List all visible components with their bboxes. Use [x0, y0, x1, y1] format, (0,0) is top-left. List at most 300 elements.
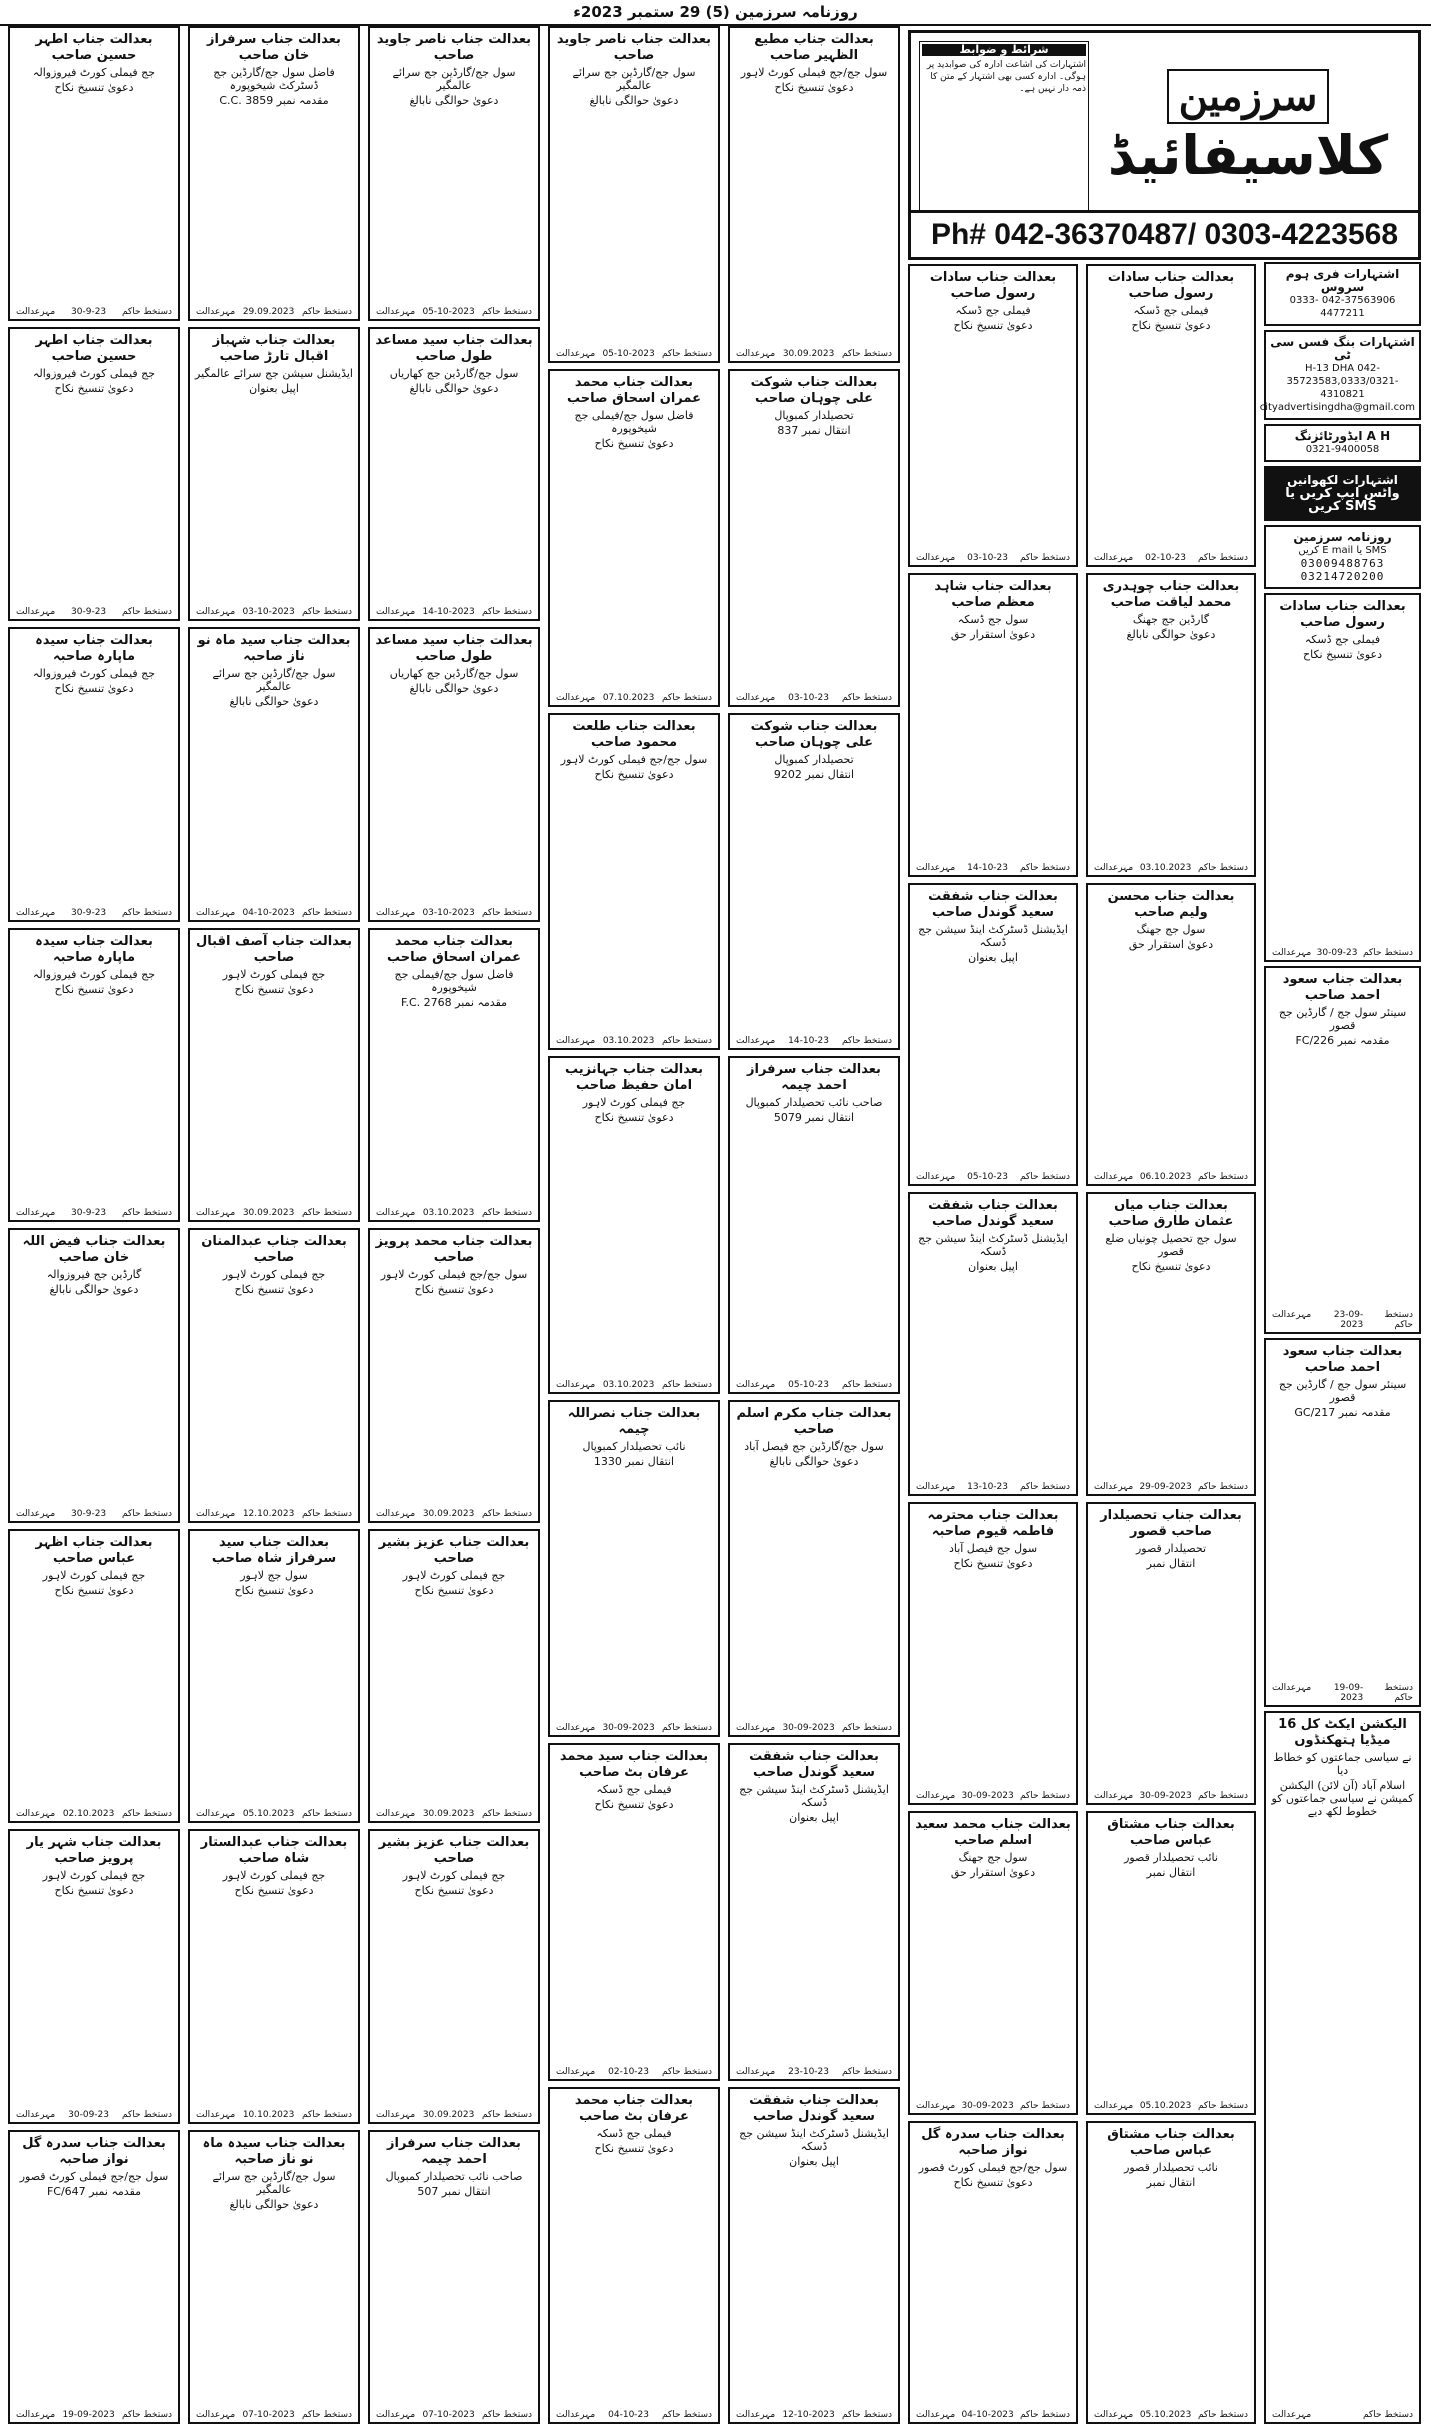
notice-footer: [916, 1791, 1070, 1801]
notice-sign: دستخط حاکم: [121, 907, 172, 918]
notice-sign: دستخط حاکم: [1019, 1481, 1070, 1492]
court-notice: [728, 1743, 900, 2080]
phone-numbers: Ph# 042-36370487/ 0303-4223568: [911, 210, 1418, 257]
notice-title: بعدالت جناب شفقت سعید گوندل صاحب: [749, 1749, 879, 1781]
notice-sign: دستخط حاکم: [1384, 1310, 1413, 1331]
notice-body: [375, 1599, 533, 1612]
notice-title: بعدالت جناب تحصیلدار صاحب قصور: [1100, 1507, 1242, 1539]
notice-sign: دستخط حاکم: [301, 1809, 352, 1819]
notice-title: بعدالت جناب اطہر حسین صاحب: [35, 32, 153, 63]
notice-court: تحصیلدار کمبوپال: [774, 409, 854, 423]
notice-footer: [556, 1036, 712, 1046]
notice-seal: مہرعدالت: [196, 2410, 236, 2420]
classified-header: [908, 30, 1421, 260]
notice-sign: دستخط حاکم: [1197, 2409, 1248, 2420]
notice-body: [915, 966, 1071, 979]
court-notice: [1264, 593, 1421, 962]
court-notice: [728, 2087, 900, 2424]
notice-footer: [16, 2410, 172, 2420]
notice-title: بعدالت جناب عزیز بشیر صاحب: [378, 1534, 530, 1566]
notice-subject: انتقال نمبر 507: [417, 2184, 491, 2198]
sidebar-ad-title: روزنامہ سرزمین: [1293, 530, 1392, 544]
notice-footer: [916, 2101, 1070, 2111]
notice-sign: دستخط حاکم: [841, 2409, 892, 2420]
notice-date: 05-10-23: [967, 1172, 1009, 1183]
notice-title: بعدالت جناب شفقت سعید گوندل صاحب: [928, 1198, 1058, 1230]
notice-title: بعدالت جناب سیدہ ماپارہ صاحبہ: [35, 633, 153, 664]
notice-subject: دعویٰ حوالگی نابالغ: [49, 1283, 139, 1296]
notice-sign: دستخط حاکم: [481, 2109, 532, 2120]
sidebar-ad-title: اشتہارات فری ہوم سروس: [1285, 267, 1400, 294]
notice-sign: دستخط حاکم: [481, 1208, 532, 1218]
notice-date: 30-09-2023: [961, 2100, 1014, 2111]
notice-date: 29.09.2023: [242, 306, 295, 317]
notice-seal: مہرعدالت: [376, 1508, 416, 1519]
notice-sign: دستخط حاکم: [301, 1508, 352, 1519]
notice-seal: مہرعدالت: [196, 1809, 236, 1819]
notice-body: [735, 96, 893, 109]
notice-title: بعدالت جناب شفقت سعید گوندل صاحب: [928, 888, 1058, 920]
notice-sign: دستخط حاکم: [841, 1036, 892, 1047]
notice-date: 05-10-2023: [422, 306, 475, 317]
notice-title: بعدالت جناب عبدالستار شاہ صاحب: [200, 1835, 348, 1866]
notice-court: سول جج/گارڈین جج سرائے عالمگیر: [212, 667, 336, 693]
notice-footer: [916, 863, 1070, 873]
notice-subject: مقدمہ نمبر F.C. 2768: [400, 995, 508, 1009]
notice-seal: مہرعدالت: [916, 2100, 956, 2111]
notice-court: سول جج/گارڈین جج کھاریاں: [389, 366, 519, 380]
notice-title: بعدالت جناب سادات رسول صاحب: [929, 270, 1057, 301]
notice-title: بعدالت جناب مطیع الظہیر صاحب: [754, 32, 874, 63]
notice-title: بعدالت جناب محترمہ فاطمہ قیوم صاحبہ: [927, 1507, 1059, 1539]
notice-court: سول جج جھنگ: [1136, 922, 1206, 936]
notice-title: بعدالت جناب سیدہ ماپارہ صاحبہ: [35, 933, 153, 965]
notice-body: [15, 96, 173, 109]
notice-seal: مہرعدالت: [376, 1208, 416, 1218]
notice-footer: [376, 908, 532, 918]
notice-body: [915, 334, 1071, 347]
notice-date: 30-09-2023: [602, 1723, 655, 1734]
notice-sign: دستخط حاکم: [661, 692, 712, 703]
notice-column: [1086, 264, 1256, 2424]
notice-body: [375, 109, 533, 122]
court-notice: [368, 1829, 540, 2124]
notice-sign: دستخط حاکم: [1362, 947, 1413, 958]
notice-title: بعدالت جناب شوکت علی چوہان صاحب: [750, 718, 878, 750]
court-notice: [548, 2087, 720, 2424]
classified-title: کلاسیفائیڈ: [1107, 124, 1389, 187]
notice-date: 03-10-23: [967, 553, 1009, 564]
notice-body: [735, 1470, 893, 1483]
notice-seal: مہرعدالت: [1094, 553, 1134, 564]
notice-sign: دستخط حاکم: [1197, 553, 1248, 564]
notice-footer: [916, 553, 1070, 563]
sidebar-ad: [1264, 525, 1421, 589]
notice-title: بعدالت جناب مشتاق عباس صاحب: [1107, 2126, 1235, 2158]
notice-court: جج فیملی کورٹ لاہور: [222, 967, 326, 981]
notice-date: 23-09-2023: [1333, 1310, 1364, 1331]
notice-body: [1093, 1572, 1249, 1585]
notice-seal: مہرعدالت: [556, 2066, 596, 2077]
notice-subject: انتقال نمبر 1330: [593, 1454, 675, 1468]
notice-body: [1093, 2191, 1249, 2204]
court-notice: [548, 713, 720, 1050]
notice-seal: مہرعدالت: [1094, 2100, 1134, 2111]
notice-court: جج فیملی کورٹ فیروزوالہ: [32, 66, 156, 79]
notice-subject: دعویٰ استقرار حق: [950, 1866, 1036, 1880]
notice-date: 13-10-23: [967, 1481, 1009, 1492]
notice-footer: [16, 307, 172, 317]
notice-date: 30.09.2023: [422, 1809, 475, 1819]
notice-footer: [736, 1380, 892, 1390]
notice-title: بعدالت جناب سید مساعد طول صاحب: [375, 332, 533, 364]
notice-subject: انتقال نمبر: [1146, 1556, 1196, 1570]
notice-sign: دستخط حاکم: [1019, 862, 1070, 873]
notice-date: 04-10-23: [608, 2409, 650, 2420]
notice-date: 29-09-2023: [1139, 1481, 1192, 1492]
notice-footer: [16, 908, 172, 918]
notice-sign: دستخط حاکم: [841, 1379, 892, 1390]
notice-footer: [1272, 1683, 1413, 1703]
notice-date: 02-10-23: [608, 2066, 650, 2077]
court-notice: [908, 1502, 1078, 1805]
notice-footer: [1272, 1310, 1413, 1330]
notice-court: فاضل سول جج/فیملی جج شیخوپورہ: [574, 409, 694, 436]
notice-seal: مہرعدالت: [16, 1508, 56, 1519]
notice-body: [1093, 953, 1249, 966]
notice-court: نائب تحصیلدار قصور: [1124, 1851, 1218, 1865]
court-notice: [188, 928, 360, 1223]
notice-footer: [1094, 1172, 1248, 1182]
notice-sign: دستخط حاکم: [121, 2109, 172, 2120]
notice-sign: دستخط حاکم: [481, 1809, 532, 1819]
notice-court: جج فیملی کورٹ لاہور: [402, 1869, 506, 1882]
notice-sign: دستخط حاکم: [661, 2066, 712, 2077]
notice-body: [915, 2191, 1071, 2204]
notice-court: سینئر سول جج / گارڈین جج قصور: [1278, 1005, 1407, 1032]
notice-seal: مہرعدالت: [916, 553, 956, 564]
notice-subject: انتقال نمبر 5079: [773, 1111, 855, 1125]
court-notice: [8, 2130, 180, 2425]
court-notice: [188, 327, 360, 622]
notice-subject: دعویٰ تنسیخ نکاح: [234, 982, 314, 996]
notice-seal: مہرعدالت: [196, 907, 236, 918]
notice-footer: [556, 693, 712, 703]
notice-subject: انتقال نمبر 837: [777, 424, 851, 438]
notice-subject: دعویٰ حوالگی نابالغ: [409, 682, 499, 695]
notice-seal: مہرعدالت: [16, 306, 56, 317]
notice-court: سول جج/گارڈین جج سرائے عالمگیر: [392, 66, 516, 92]
notice-seal: مہرعدالت: [916, 1481, 956, 1492]
notice-date: 30-9-23: [71, 1508, 107, 1519]
notice-body: [555, 783, 713, 796]
notice-footer: [736, 1723, 892, 1733]
notice-title: بعدالت جناب سدرہ گل نواز صاحبہ: [22, 2135, 166, 2167]
court-notice: [908, 883, 1078, 1186]
notice-seal: مہرعدالت: [1094, 1791, 1134, 1802]
court-notice: [548, 369, 720, 706]
notice-column: [188, 26, 360, 2424]
court-notice: [728, 26, 900, 363]
notice-title: بعدالت جناب ناصر جاوید صاحب: [556, 32, 712, 63]
notice-sign: دستخط حاکم: [1019, 2100, 1070, 2111]
court-notice: [908, 264, 1078, 567]
notice-seal: مہرعدالت: [376, 2109, 416, 2120]
notice-body: [555, 1813, 713, 1826]
notice-subject: دعویٰ تنسیخ نکاح: [234, 1283, 314, 1296]
notice-subject: انتقال نمبر 9202: [773, 767, 855, 781]
notice-title: بعدالت جناب سید محمد عرفان بٹ صاحب: [559, 1749, 709, 1781]
notice-seal: مہرعدالت: [196, 306, 236, 317]
notice-date: 07-10-2023: [242, 2410, 295, 2420]
notice-seal: مہرعدالت: [16, 1809, 56, 1819]
notice-body: [195, 109, 353, 122]
notice-sign: دستخط حاکم: [1362, 2409, 1413, 2420]
notice-title: بعدالت جناب محمد عرفان بٹ صاحب: [574, 2092, 694, 2124]
notice-column: [8, 26, 180, 2424]
notice-sign: دستخط حاکم: [121, 1508, 172, 1519]
court-notice: [188, 1228, 360, 1523]
notice-footer: [196, 1809, 352, 1819]
date-line-text: روزنامہ سرزمین (5) 29 ستمبر 2023ء: [573, 3, 858, 21]
notice-court: جج فیملی کورٹ فیروزوالہ: [32, 967, 156, 981]
notice-seal: مہرعدالت: [916, 2409, 956, 2420]
notice-subject: دعویٰ تنسیخ نکاح: [594, 767, 674, 781]
court-notice: [548, 1743, 720, 2080]
notice-title: بعدالت جناب محمد پرویز صاحب: [375, 1234, 533, 1265]
notice-subject: دعویٰ تنسیخ نکاح: [54, 1884, 134, 1897]
notice-subject: دعویٰ حوالگی نابالغ: [589, 94, 679, 107]
notice-title: بعدالت جناب مکرم اسلم صاحب: [736, 1405, 892, 1437]
notice-body: [375, 1011, 533, 1024]
notice-footer: [196, 908, 352, 918]
notice-court: سول جج/گارڈین جج فیصل آباد: [744, 1439, 884, 1453]
court-notice: [368, 26, 540, 321]
notice-subject: دعویٰ حوالگی نابالغ: [409, 381, 499, 395]
notice-sign: دستخط حاکم: [301, 607, 352, 617]
notice-seal: مہرعدالت: [736, 692, 776, 703]
notice-body: [555, 452, 713, 465]
notice-date: 02-10-23: [1145, 553, 1187, 564]
notice-subject: دعویٰ تنسیخ نکاح: [54, 982, 134, 996]
notice-title: بعدالت جناب عبدالمنان صاحب: [201, 1234, 347, 1265]
notice-date: 30-9-23: [71, 306, 107, 317]
notice-court: صاحب نائب تحصیلدار کمبوپال: [745, 1096, 883, 1110]
notice-date: 30-9-23: [71, 1208, 107, 1218]
notice-subject: مقدمہ نمبر 226/FC: [1295, 1033, 1390, 1047]
notice-body: [555, 109, 713, 122]
notice-footer: [196, 607, 352, 617]
notice-sign: دستخط حاکم: [301, 907, 352, 918]
notice-subject: دعویٰ تنسیخ نکاح: [54, 381, 134, 395]
sidebar-ad: [1264, 262, 1421, 326]
notice-subject: دعویٰ تنسیخ نکاح: [594, 1798, 674, 1812]
notice-date: 30-9-23: [71, 607, 107, 617]
notice-sign: دستخط حاکم: [301, 2410, 352, 2420]
notice-footer: [376, 1809, 532, 1819]
notice-date: 03.10.2023: [602, 1379, 655, 1390]
notice-subject: دعویٰ حوالگی نابالغ: [1126, 628, 1216, 642]
notice-title: بعدالت جناب سادات رسول صاحب: [1279, 599, 1406, 630]
court-notice: [908, 1811, 1078, 2114]
notice-footer: [196, 1208, 352, 1218]
notice-date: 19-09-2023: [1333, 1682, 1364, 1703]
notice-sign: دستخط حاکم: [121, 306, 172, 317]
notice-sign: دستخط حاکم: [1197, 2100, 1248, 2111]
notice-sign: دستخط حاکم: [1019, 1791, 1070, 1802]
terms-text: اشتہارات کی اشاعت ادارہ کی صوابدید پر ہوگی۔ ادارہ کسی بھی اشتہار کے متن کا ذمہ دار نہیں ہے۔: [926, 60, 1086, 94]
notice-footer: [1094, 2101, 1248, 2111]
notice-seal: مہرعدالت: [736, 1036, 776, 1047]
notice-body: [1271, 1820, 1414, 1833]
notice-date: 03-10-2023: [422, 907, 475, 918]
notice-body: [735, 1826, 893, 1839]
court-notice: [908, 1192, 1078, 1495]
notice-body: [375, 397, 533, 410]
notice-seal: مہرعدالت: [376, 607, 416, 617]
notice-body: [1093, 334, 1249, 347]
notice-body: [375, 2200, 533, 2213]
notice-sign: دستخط حاکم: [661, 1723, 712, 1734]
notice-subject: دعویٰ تنسیخ نکاح: [953, 319, 1033, 332]
notice-body: [915, 1572, 1071, 1585]
sidebar-ad-text: SMS یا E mail کریں: [1298, 545, 1387, 556]
notice-title: بعدالت جناب اظہر عباس صاحب: [35, 1534, 153, 1566]
notice-court: سول جج/جج فیملی کورٹ لاہور: [740, 66, 888, 79]
notice-body: [375, 1298, 533, 1311]
sidebar-ad: [1259, 330, 1421, 420]
court-notice: [1086, 264, 1256, 567]
notice-subject: دعویٰ تنسیخ نکاح: [414, 1283, 494, 1296]
notice-body: [375, 697, 533, 710]
court-notice: [548, 1056, 720, 1393]
notice-body: [555, 1126, 713, 1139]
notice-sign: دستخط حاکم: [1197, 862, 1248, 873]
notice-seal: مہرعدالت: [376, 1809, 416, 1819]
notice-date: 23-10-23: [788, 2066, 830, 2077]
sidebar-ad-text: واٹس ایپ کریں یا SMS کریں: [1285, 486, 1400, 514]
notice-seal: مہرعدالت: [196, 2109, 236, 2120]
notice-body: [1093, 1275, 1249, 1288]
notice-court: جج فیملی کورٹ لاہور: [582, 1096, 686, 1110]
notice-court: صاحب نائب تحصیلدار کمبوپال: [385, 2169, 523, 2183]
notice-seal: مہرعدالت: [376, 2410, 416, 2420]
notice-court: سول جج/گارڈین جج کھاریاں: [389, 667, 519, 680]
notice-date: 30-9-23: [71, 907, 107, 918]
notice-title: بعدالت جناب محمد سعید اسلم صاحب: [915, 1817, 1071, 1849]
sidebar-ad-title: A H ایڈورٹائزنگ: [1294, 429, 1391, 443]
notice-title: بعدالت جناب سدرہ گل نواز صاحبہ: [921, 2126, 1065, 2158]
notice-subject: اسلام آباد (آن لائن) الیکشن کمیشن نے سیاسی جماعتوں کو خطوط لکھ دیے: [1271, 1778, 1414, 1818]
notice-seal: مہرعدالت: [196, 607, 236, 617]
notice-date: 30.09.2023: [782, 349, 835, 360]
notice-court: فیملی جج ڈسکہ: [1133, 304, 1209, 317]
notice-body: [1093, 643, 1249, 656]
notice-body: [195, 710, 353, 723]
notice-seal: مہرعدالت: [16, 907, 56, 918]
notice-court: جج فیملی کورٹ فیروزوالہ: [32, 366, 156, 380]
notice-seal: مہرعدالت: [376, 907, 416, 918]
notice-body: [15, 1298, 173, 1311]
notice-seal: مہرعدالت: [1272, 1310, 1312, 1321]
notice-title: بعدالت جناب سید ماہ نو ناز صاحبہ: [197, 633, 351, 664]
court-notice: [8, 1529, 180, 1824]
notice-seal: مہرعدالت: [736, 2409, 776, 2420]
court-notice: [188, 2130, 360, 2425]
notice-title: بعدالت جناب مشتاق عباس صاحب: [1107, 1817, 1235, 1849]
notice-date: 03.10.2023: [1139, 862, 1192, 873]
notice-court: سول جج تحصیل چونیاں ضلع قصور: [1105, 1232, 1237, 1259]
notice-column: [728, 26, 900, 2424]
court-notice: [368, 1228, 540, 1523]
notice-footer: [196, 307, 352, 317]
court-notice: [8, 327, 180, 622]
logo: [1088, 43, 1408, 213]
notice-date: 05-10-23: [788, 1379, 830, 1390]
notice-footer: [1272, 948, 1413, 958]
notice-body: [195, 998, 353, 1011]
notice-seal: مہرعدالت: [736, 349, 776, 360]
notice-footer: [736, 693, 892, 703]
notice-body: [15, 1599, 173, 1612]
notice-subject: اپیل بعنوان: [789, 1811, 839, 1825]
notice-title: بعدالت جناب سعود احمد صاحب: [1282, 971, 1403, 1003]
notice-sign: دستخط حاکم: [301, 306, 352, 317]
notice-date: 05.10.2023: [242, 1809, 295, 1819]
notice-footer: [556, 2067, 712, 2077]
notice-subject: دعویٰ تنسیخ نکاح: [953, 1556, 1033, 1570]
notice-title: الیکشن ایکٹ کل 16 میڈیا ہتھکنڈوں: [1278, 1716, 1407, 1748]
notice-title: بعدالت جناب اطہر حسین صاحب: [35, 332, 153, 364]
notice-body: [195, 1599, 353, 1612]
notice-date: 30.09.2023: [422, 2109, 475, 2120]
notice-subject: دعویٰ تنسیخ نکاح: [1131, 319, 1211, 332]
notice-court: ایڈیشنل ڈسٹرکٹ اینڈ سیشن جج ڈسکہ: [739, 1783, 889, 1810]
notice-seal: مہرعدالت: [196, 1508, 236, 1519]
notice-footer: [1094, 1791, 1248, 1801]
notice-subject: مقدمہ نمبر 647/FC: [46, 2184, 142, 2198]
notice-court: جج فیملی کورٹ فیروزوالہ: [32, 667, 156, 680]
notice-subject: دعویٰ تنسیخ نکاح: [234, 1583, 314, 1597]
notice-seal: مہرعدالت: [556, 1723, 596, 1734]
notice-footer: [196, 2110, 352, 2120]
notice-seal: مہرعدالت: [376, 306, 416, 317]
notice-sign: دستخط حاکم: [1197, 1791, 1248, 1802]
notice-title: بعدالت جناب سادات رسول صاحب: [1107, 270, 1235, 301]
notice-court: نائب تحصیلدار کمبوپال: [582, 1439, 686, 1453]
court-notice: [1086, 1811, 1256, 2114]
notice-footer: [376, 2110, 532, 2120]
notice-court: جج فیملی کورٹ لاہور: [222, 1869, 326, 1882]
notice-date: 12.10.2023: [242, 1508, 295, 1519]
notice-footer: [16, 1809, 172, 1819]
notice-column: [548, 26, 720, 2424]
notice-court: تحصیلدار کمبوپال: [774, 752, 854, 766]
court-notice: [368, 2130, 540, 2425]
sidebar: [1259, 262, 1421, 2424]
notice-seal: مہرعدالت: [556, 1379, 596, 1390]
notice-seal: مہرعدالت: [1094, 862, 1134, 873]
notice-sign: دستخط حاکم: [121, 1208, 172, 1218]
notice-court: ایڈیشنل ڈسٹرکٹ اینڈ سیشن جج ڈسکہ: [739, 2126, 889, 2153]
notice-subject: دعویٰ تنسیخ نکاح: [414, 1884, 494, 1897]
notice-date: 06.10.2023: [1139, 1172, 1192, 1183]
notice-title: بعدالت جناب طلعت محمود صاحب: [572, 718, 696, 750]
notice-court: جج فیملی کورٹ لاہور: [222, 1268, 326, 1281]
notice-date: 30.09.2023: [422, 1508, 475, 1519]
notice-subject: دعویٰ تنسیخ نکاح: [414, 1583, 494, 1597]
notice-title: بعدالت جناب نصراللہ چیمہ: [567, 1405, 701, 1437]
